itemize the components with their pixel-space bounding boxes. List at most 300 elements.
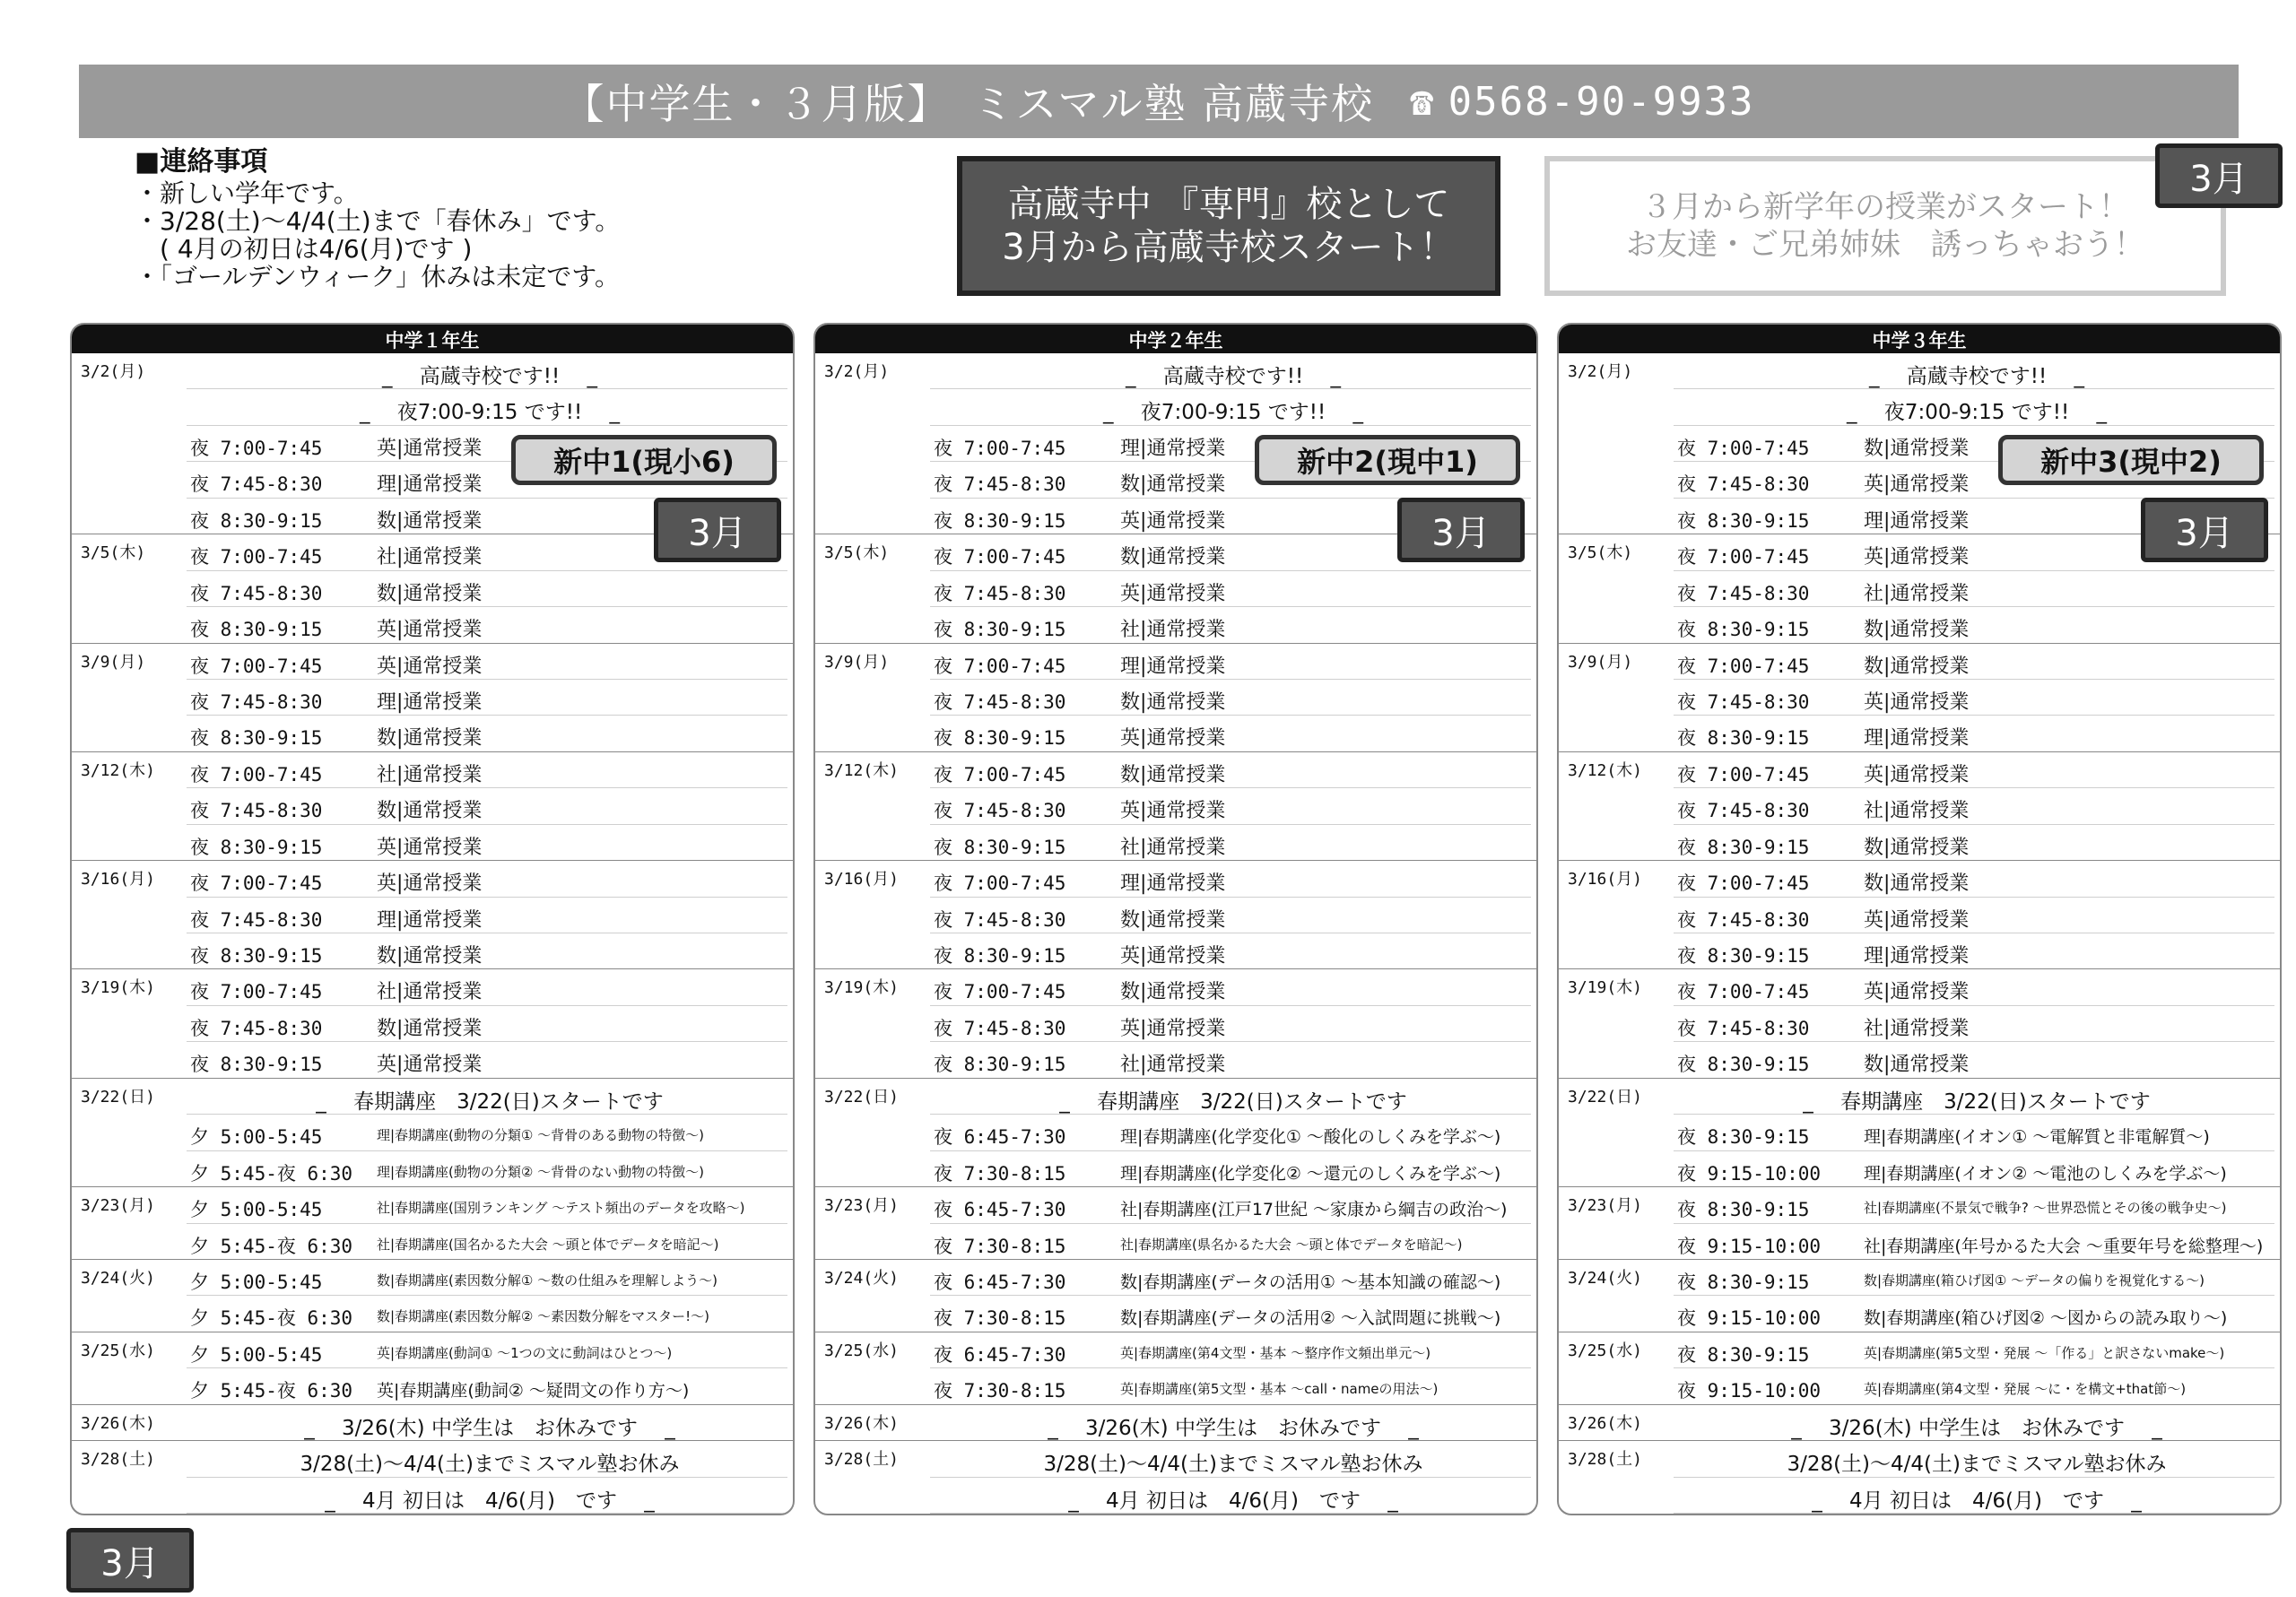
row-subject: 数|通常授業 [377, 945, 483, 968]
row-date: 3/12(木) [1568, 760, 1643, 780]
row-time: 夜 9:15-10:00 [1677, 1307, 1822, 1330]
row-date: 3/9(月) [824, 652, 890, 672]
row-time: 夜 6:45-7:30 [934, 1199, 1066, 1221]
row-date: 3/23(月) [1568, 1196, 1643, 1216]
schedule-row [72, 1224, 793, 1260]
schedule-row [72, 1478, 793, 1514]
schedule-row [72, 1296, 793, 1332]
schedule-row [815, 969, 1536, 1005]
schedule-row [1559, 752, 2280, 788]
row-subject: 社|春期講座(江戸17世紀 ～家康から綱吉の政治～) [1120, 1200, 1508, 1220]
schedule-row [1559, 680, 2280, 716]
row-divider [1674, 1513, 2274, 1514]
row-announcement: _ 高蔵寺校です!! _ [381, 365, 598, 388]
schedule-row [1559, 1224, 2280, 1260]
schedule-row [815, 788, 1536, 824]
row-subject: 数|通常授業 [377, 800, 483, 823]
row-time: 夜 8:30-9:15 [934, 727, 1066, 750]
row-divider [187, 1513, 787, 1514]
row-time: 夕 5:00-5:45 [190, 1126, 323, 1149]
row-date: 3/9(月) [81, 652, 146, 672]
row-time: 夜 7:45-8:30 [1677, 1017, 1810, 1039]
row-announcement: _ 3/26(木) 中学生は お休みです _ [304, 1416, 675, 1440]
row-date: 3/25(水) [81, 1341, 156, 1360]
schedule-row [1559, 644, 2280, 680]
row-time: 夜 7:00-7:45 [934, 763, 1066, 785]
schedule-row [72, 1441, 793, 1477]
schedule-row [72, 1079, 793, 1115]
row-announcement: 3/28(土)～4/4(土)までミスマル塾お休み [300, 1453, 680, 1477]
row-time: 夜 7:00-7:45 [190, 655, 323, 677]
row-announcement: _ 春期講座 3/22(日)スタートです [1059, 1089, 1407, 1114]
row-subject: 英|通常授業 [377, 1054, 483, 1077]
schedule-row [815, 752, 1536, 788]
schedule-row [815, 1441, 1536, 1477]
row-announcement: 3/28(土)～4/4(土)までミスマル塾お休み [1043, 1453, 1423, 1477]
row-subject: 英|通常授業 [1120, 945, 1226, 968]
row-subject: 数|通常授業 [377, 727, 483, 751]
row-date: 3/26(木) [81, 1413, 156, 1433]
row-subject: 数|春期講座(データの活用① ～基本知識の確認～) [1120, 1272, 1501, 1292]
row-date: 3/26(木) [824, 1413, 900, 1433]
row-date: 3/16(月) [824, 870, 900, 890]
row-time: 夜 7:30-8:15 [934, 1380, 1066, 1402]
row-time: 夜 8:30-9:15 [1677, 945, 1810, 967]
row-subject: 数|通常授業 [1864, 1054, 1970, 1077]
row-subject: 数|通常授業 [1120, 690, 1226, 714]
row-subject: 英|通常授業 [1864, 690, 1970, 714]
row-subject: 数|春期講座(データの活用② ～入試問題に挑戦～) [1120, 1308, 1501, 1329]
row-date: 3/23(月) [824, 1196, 900, 1216]
schedule-row [815, 825, 1536, 861]
phone-contact [1410, 79, 1754, 125]
row-date: 3/5(木) [81, 543, 146, 563]
row-subject: 社|春期講座(県名かるた大会 ～頭と体でデータを暗記～) [1120, 1236, 1463, 1253]
row-time: 夜 8:30-9:15 [1677, 1054, 1810, 1076]
row-subject: 数|通常授業 [1120, 546, 1226, 569]
schedule-row [1559, 1405, 2280, 1441]
row-time: 夜 8:30-9:15 [1677, 1126, 1810, 1149]
row-subject: 社|通常授業 [1864, 1017, 1970, 1040]
schedule-row [815, 1115, 1536, 1150]
schedule-row [1559, 1187, 2280, 1223]
row-subject: 数|通常授業 [1120, 763, 1226, 786]
schedule-row [815, 1006, 1536, 1042]
row-announcement: _ 4月 初日は 4/6(月) です _ [1068, 1489, 1398, 1513]
schedule-row [72, 389, 793, 425]
schedule-row [815, 861, 1536, 897]
row-subject: 理|通常授業 [1120, 437, 1226, 460]
row-announcement: _ 春期講座 3/22(日)スタートです [1803, 1089, 2151, 1114]
row-subject: 数|春期講座(素因数分解① ～数の仕組みを理解しよう～) [377, 1272, 718, 1289]
row-subject: 数|春期講座(箱ひげ図① ～データの偏りを視覚化する～) [1864, 1272, 2205, 1289]
row-subject: 英|通常授業 [1864, 908, 1970, 932]
row-time: 夜 7:45-8:30 [934, 582, 1066, 604]
schedule-row [72, 825, 793, 861]
promo-line: 高蔵寺中 『専門』校として [1007, 184, 1450, 225]
row-time: 夜 8:30-9:15 [190, 619, 323, 641]
row-date: 3/9(月) [1568, 652, 1633, 672]
row-subject: 英|通常授業 [1120, 582, 1226, 605]
row-subject: 英|通常授業 [1120, 1017, 1226, 1040]
row-date: 3/16(月) [81, 870, 156, 890]
schedule-row [72, 1115, 793, 1150]
schedule-row [815, 933, 1536, 969]
schedule-row [815, 680, 1536, 716]
schedule-row [72, 1151, 793, 1187]
row-subject: 社|通常授業 [377, 546, 483, 569]
row-time: 夜 8:30-9:15 [1677, 509, 1810, 532]
row-subject: 英|通常授業 [1120, 727, 1226, 751]
row-subject: 理|春期講座(イオン② ～電池のしくみを学ぶ～) [1864, 1163, 2227, 1184]
row-time: 夜 9:15-10:00 [1677, 1380, 1822, 1402]
row-time: 夕 5:00-5:45 [190, 1343, 323, 1366]
row-announcement: _ 4月 初日は 4/6(月) です _ [1812, 1489, 2142, 1513]
row-subject: 数|通常授業 [1120, 908, 1226, 932]
schedule-row [815, 1260, 1536, 1296]
row-time: 夜 8:30-9:15 [190, 509, 323, 532]
row-subject: 数|通常授業 [377, 509, 483, 533]
schedule-row [72, 1368, 793, 1404]
row-time: 夜 8:30-9:15 [190, 836, 323, 858]
row-subject: 英|春期講座(動詞① ～1つの文に動詞はひとつ～) [377, 1344, 673, 1361]
row-time: 夕 5:45-夜 6:30 [190, 1162, 353, 1185]
grade-header: 中学３年生 [1559, 325, 2280, 353]
row-subject: 英|通常授業 [1864, 763, 1970, 786]
schedule-row [72, 353, 793, 389]
notice-title: ■連絡事項 [135, 146, 268, 178]
schedule-row [1559, 389, 2280, 425]
schedule-row [815, 353, 1536, 389]
schedule-row [1559, 607, 2280, 643]
row-date: 3/24(火) [824, 1268, 900, 1288]
row-time: 夜 7:45-8:30 [934, 690, 1066, 713]
schedule-row [72, 1332, 793, 1368]
row-date: 3/24(火) [81, 1268, 156, 1288]
schedule-row [72, 752, 793, 788]
row-subject: 英|春期講座(第4文型・発展 ～に・を構文+that節～) [1864, 1381, 2187, 1398]
schedule-column [813, 323, 1538, 1515]
row-date: 3/2(月) [1568, 362, 1633, 381]
notice-line: ・新しい学年です。 [135, 178, 359, 208]
phone-icon: ☎ [1410, 78, 1436, 125]
row-time: 夜 8:30-9:15 [1677, 836, 1810, 858]
row-time: 夜 7:00-7:45 [934, 655, 1066, 677]
row-subject: 英|通常授業 [1120, 800, 1226, 823]
notice-line: ・「ゴールデンウィーク」休みは未定です。 [135, 262, 620, 291]
row-time: 夜 6:45-7:30 [934, 1343, 1066, 1366]
row-date: 3/16(月) [1568, 870, 1643, 890]
row-date: 3/22(日) [81, 1087, 156, 1107]
row-time: 夜 7:00-7:45 [1677, 872, 1810, 895]
row-time: 夜 8:30-9:15 [1677, 619, 1810, 641]
row-date: 3/19(木) [1568, 978, 1643, 998]
row-time: 夜 7:45-8:30 [934, 800, 1066, 822]
schedule-row [1559, 969, 2280, 1005]
schedule-row [72, 1042, 793, 1078]
row-subject: 数|通常授業 [1864, 437, 1970, 460]
phone-number: 0568-90-9933 [1448, 78, 1755, 125]
row-time: 夜 7:45-8:30 [190, 908, 323, 931]
schedule-row [72, 607, 793, 643]
schedule-row [72, 898, 793, 933]
row-time: 夜 7:45-8:30 [190, 690, 323, 713]
new-grade-badge: 新中3(現中2) [1998, 435, 2264, 485]
schedule-row [1559, 716, 2280, 751]
row-subject: 英|春期講座(動詞② ～疑問文の作り方～) [377, 1381, 690, 1402]
row-subject: 英|通常授業 [377, 437, 483, 460]
row-subject: 数|春期講座(箱ひげ図② ～図からの読み取り～) [1864, 1308, 2228, 1329]
schedule-row [1559, 788, 2280, 824]
row-time: 夜 8:30-9:15 [190, 945, 323, 967]
row-subject: 数|通常授業 [1864, 872, 1970, 896]
schedule-row [72, 680, 793, 716]
row-time: 夜 7:00-7:45 [934, 437, 1066, 459]
row-subject: 理|通常授業 [377, 473, 483, 497]
row-time: 夜 7:00-7:45 [934, 546, 1066, 568]
row-time: 夜 8:30-9:15 [934, 619, 1066, 641]
schedule-row [72, 571, 793, 607]
page-header [79, 65, 2239, 138]
row-time: 夜 7:00-7:45 [190, 763, 323, 785]
row-subject: 理|春期講座(動物の分類② ～背骨のない動物の特徴～) [377, 1163, 704, 1180]
row-subject: 社|春期講座(国別ランキング ～テスト頻出のデータを攻略～) [377, 1200, 745, 1217]
row-subject: 社|通常授業 [1120, 1054, 1226, 1077]
row-announcement: _ 高蔵寺校です!! _ [1868, 365, 2085, 388]
row-date: 3/23(月) [81, 1196, 156, 1216]
schedule-row [815, 1079, 1536, 1115]
row-subject: 理|通常授業 [377, 908, 483, 932]
row-time: 夜 7:45-8:30 [1677, 908, 1810, 931]
row-date: 3/12(木) [824, 760, 900, 780]
row-time: 夜 6:45-7:30 [934, 1126, 1066, 1149]
row-announcement: _ 高蔵寺校です!! _ [1125, 365, 1342, 388]
schedule-row [1559, 1332, 2280, 1368]
row-time: 夜 7:45-8:30 [934, 1017, 1066, 1039]
row-announcement: _ 夜7:00-9:15 です!! _ [360, 401, 620, 425]
row-time: 夕 5:45-夜 6:30 [190, 1307, 353, 1330]
schedule-row [815, 1478, 1536, 1514]
row-announcement: _ 夜7:00-9:15 です!! _ [1103, 401, 1363, 425]
row-divider [930, 1513, 1531, 1514]
row-time: 夜 7:45-8:30 [1677, 690, 1810, 713]
row-subject: 英|通常授業 [1864, 981, 1970, 1004]
row-subject: 理|春期講座(化学変化② ～還元のしくみを学ぶ～) [1120, 1163, 1501, 1184]
row-subject: 数|通常授業 [377, 582, 483, 605]
row-time: 夜 7:45-8:30 [190, 800, 323, 822]
row-time: 夜 8:30-9:15 [1677, 727, 1810, 750]
schedule-row [815, 1042, 1536, 1078]
row-announcement: _ 春期講座 3/22(日)スタートです [316, 1089, 664, 1114]
schedule-row [815, 1405, 1536, 1441]
row-subject: 社|春期講座(不景気で戦争? ～世界恐慌とその後の戦争史～) [1864, 1200, 2227, 1217]
promo-line: ３月から新学年の授業がスタート！ [1641, 189, 2129, 225]
row-subject: 英|通常授業 [1120, 509, 1226, 533]
schedule-row [815, 389, 1536, 425]
row-announcement: _ 夜7:00-9:15 です!! _ [1847, 401, 2107, 425]
month-tag: 3月 [2141, 498, 2268, 562]
schedule-row [1559, 1441, 2280, 1477]
row-subject: 数|通常授業 [1864, 619, 1970, 642]
row-subject: 英|春期講座(第5文型・発展 ～「作る」と訳さないmake～) [1864, 1344, 2225, 1361]
row-time: 夜 7:00-7:45 [190, 981, 323, 1003]
row-time: 夜 7:00-7:45 [934, 981, 1066, 1003]
row-time: 夕 5:45-夜 6:30 [190, 1380, 353, 1402]
schedule-row [72, 1260, 793, 1296]
schedule-row [1559, 1478, 2280, 1514]
schedule-row [1559, 898, 2280, 933]
schedule-column [70, 323, 795, 1515]
row-time: 夜 8:30-9:15 [934, 509, 1066, 532]
row-subject: 社|通常授業 [1864, 582, 1970, 605]
new-grade-badge: 新中1(現小6) [511, 435, 777, 485]
row-date: 3/25(水) [1568, 1341, 1643, 1360]
row-subject: 理|通常授業 [1864, 945, 1970, 968]
schedule-row [72, 969, 793, 1005]
row-subject: 理|通常授業 [1120, 872, 1226, 896]
row-subject: 数|春期講座(素因数分解② ～素因数分解をマスター!～) [377, 1308, 709, 1325]
row-subject: 社|通常授業 [1120, 836, 1226, 859]
row-time: 夜 8:30-9:15 [1677, 1271, 1810, 1293]
row-time: 夜 7:45-8:30 [934, 908, 1066, 931]
row-date: 3/28(土) [1568, 1450, 1643, 1470]
month-tag-bottom: 3月 [66, 1528, 194, 1593]
schedule-row [1559, 861, 2280, 897]
row-time: 夜 8:30-9:15 [190, 1054, 323, 1076]
row-subject: 数|通常授業 [1864, 836, 1970, 859]
row-date: 3/26(木) [1568, 1413, 1643, 1433]
schedule-row [815, 1187, 1536, 1223]
row-date: 3/5(木) [824, 543, 890, 563]
notice-line: ・3/28(土)～4/4(土)まで「春休み」です。 [135, 206, 621, 236]
month-tag-top: 3月 [2155, 143, 2283, 208]
schedule-row [1559, 571, 2280, 607]
row-time: 夜 9:15-10:00 [1677, 1162, 1822, 1185]
promo-box-invite [1544, 156, 2226, 296]
schedule-row [1559, 1006, 2280, 1042]
row-time: 夜 7:30-8:15 [934, 1162, 1066, 1185]
row-date: 3/5(木) [1568, 543, 1633, 563]
row-time: 夜 7:45-8:30 [190, 1017, 323, 1039]
row-subject: 理|春期講座(イオン① ～電解質と非電解質～) [1864, 1127, 2210, 1148]
schedule-row [1559, 353, 2280, 389]
row-subject: 英|春期講座(第4文型・基本 ～整序作文頻出単元～) [1120, 1344, 1431, 1361]
row-time: 夕 5:45-夜 6:30 [190, 1235, 353, 1257]
row-time: 夜 7:45-8:30 [934, 473, 1066, 496]
row-time: 夕 5:00-5:45 [190, 1271, 323, 1293]
row-subject: 理|通常授業 [377, 690, 483, 714]
row-subject: 社|春期講座(国名かるた大会 ～頭と体でデータを暗記～) [377, 1236, 719, 1253]
row-time: 夜 7:00-7:45 [934, 872, 1066, 895]
schedule-row [1559, 825, 2280, 861]
notice-line: ( 4月の初日は4/6(月)です ) [135, 234, 473, 264]
row-time: 夜 8:30-9:15 [1677, 1199, 1810, 1221]
row-time: 夜 7:45-8:30 [190, 582, 323, 604]
row-date: 3/22(日) [824, 1087, 900, 1107]
row-subject: 理|春期講座(動物の分類① ～背骨のある動物の特徴～) [377, 1127, 704, 1144]
schedule-row [815, 1224, 1536, 1260]
schedule-row [1559, 1042, 2280, 1078]
row-subject: 理|通常授業 [1864, 509, 1970, 533]
schedule-row [1559, 1296, 2280, 1332]
promo-box-school [957, 156, 1500, 296]
schedule-row [72, 644, 793, 680]
row-announcement: 3/28(土)～4/4(土)までミスマル塾お休み [1787, 1453, 2167, 1477]
schedule-row [815, 1332, 1536, 1368]
row-subject: 英|通常授業 [1864, 546, 1970, 569]
schedule-column [1557, 323, 2282, 1515]
schedule-row [815, 716, 1536, 751]
row-date: 3/2(月) [81, 362, 146, 381]
row-time: 夜 8:30-9:15 [934, 836, 1066, 858]
row-time: 夜 7:00-7:45 [1677, 546, 1810, 568]
row-time: 夜 8:30-9:15 [934, 945, 1066, 967]
row-date: 3/12(木) [81, 760, 156, 780]
month-tag: 3月 [654, 498, 781, 562]
row-subject: 英|通常授業 [377, 655, 483, 678]
row-time: 夕 5:00-5:45 [190, 1199, 323, 1221]
schedule-row [815, 571, 1536, 607]
row-time: 夜 7:00-7:45 [190, 437, 323, 459]
row-time: 夜 7:30-8:15 [934, 1307, 1066, 1330]
grade-header: 中学２年生 [815, 325, 1536, 353]
row-time: 夜 7:45-8:30 [1677, 800, 1810, 822]
schedule-row [72, 1405, 793, 1441]
row-subject: 社|通常授業 [377, 981, 483, 1004]
schedule-row [1559, 1079, 2280, 1115]
row-subject: 社|通常授業 [377, 763, 483, 786]
schedule-row [72, 1187, 793, 1223]
row-time: 夜 8:30-9:15 [190, 727, 323, 750]
row-date: 3/19(木) [824, 978, 900, 998]
row-time: 夜 8:30-9:15 [1677, 1343, 1810, 1366]
schedule-row [1559, 1115, 2280, 1150]
schedule-row [815, 644, 1536, 680]
row-time: 夜 7:45-8:30 [1677, 473, 1810, 496]
row-date: 3/22(日) [1568, 1087, 1643, 1107]
row-subject: 理|通常授業 [1864, 727, 1970, 751]
row-announcement: _ 4月 初日は 4/6(月) です _ [325, 1489, 655, 1513]
row-subject: 数|通常授業 [1120, 981, 1226, 1004]
schedule-row [1559, 933, 2280, 969]
row-subject: 社|春期講座(年号かるた大会 ～重要年号を総整理～) [1864, 1236, 2264, 1256]
schedule-row [72, 716, 793, 751]
row-subject: 理|春期講座(化学変化① ～酸化のしくみを学ぶ～) [1120, 1127, 1501, 1148]
row-subject: 理|通常授業 [1120, 655, 1226, 678]
row-time: 夜 7:00-7:45 [1677, 437, 1810, 459]
row-date: 3/24(火) [1568, 1268, 1643, 1288]
row-time: 夜 8:30-9:15 [934, 1054, 1066, 1076]
notice-section [135, 148, 620, 291]
schedule-row [72, 933, 793, 969]
schedule-row [815, 898, 1536, 933]
row-time: 夜 7:00-7:45 [190, 546, 323, 568]
row-date: 3/19(木) [81, 978, 156, 998]
schedule-row [815, 1296, 1536, 1332]
row-time: 夜 7:00-7:45 [1677, 981, 1810, 1003]
row-subject: 英|春期講座(第5文型・基本 ～call・nameの用法～) [1120, 1381, 1439, 1398]
row-time: 夜 7:00-7:45 [190, 872, 323, 895]
page-title: 【中学生・３月版】 ミスマル塾 高蔵寺校 [562, 80, 1375, 128]
row-time: 夜 7:00-7:45 [1677, 655, 1810, 677]
row-subject: 数|通常授業 [1864, 655, 1970, 678]
row-time: 夜 7:00-7:45 [1677, 763, 1810, 785]
row-date: 3/25(水) [824, 1341, 900, 1360]
row-date: 3/2(月) [824, 362, 890, 381]
row-date: 3/28(土) [824, 1450, 900, 1470]
row-announcement: _ 3/26(木) 中学生は お休みです _ [1048, 1416, 1419, 1440]
promo-line: 3月から高蔵寺校スタート！ [1002, 227, 1456, 268]
